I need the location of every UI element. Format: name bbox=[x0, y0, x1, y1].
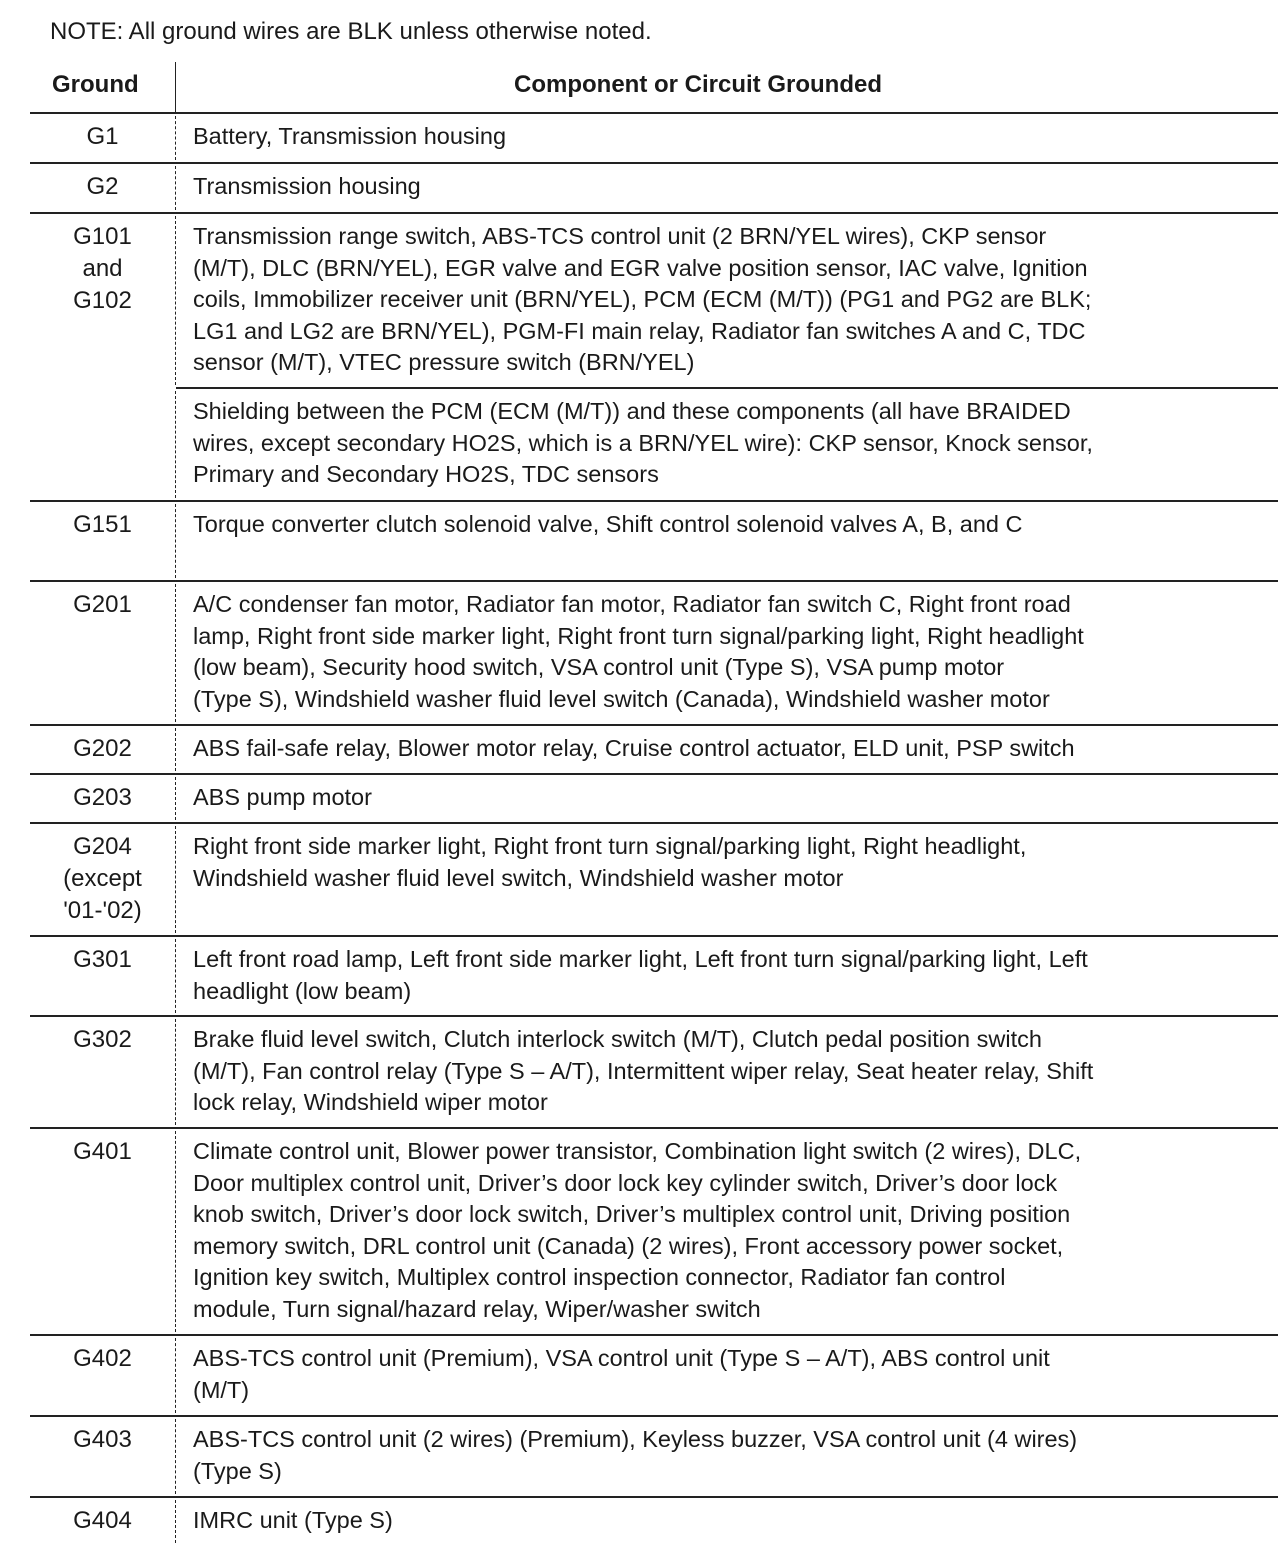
component-text: (M/T), DLC (BRN/YEL), EGR valve and EGR valve position sensor, IAC valve, Ignition bbox=[193, 254, 1088, 281]
column-divider bbox=[175, 166, 176, 210]
ground-label: G101 bbox=[73, 223, 132, 250]
column-divider bbox=[175, 728, 176, 771]
component-cell bbox=[193, 944, 1273, 1007]
row-rule bbox=[30, 935, 1278, 937]
component-text: IMRC unit (Type S) bbox=[193, 1507, 393, 1533]
component-text: Door multiplex control unit, Driver’s door lock key cylinder switch, Driver’s door lock bbox=[193, 1169, 1058, 1196]
component-text: lock relay, Windshield wiper motor bbox=[193, 1089, 548, 1116]
column-divider bbox=[175, 504, 176, 578]
header-ground: Ground bbox=[52, 71, 139, 98]
component-text: Transmission range switch, ABS-TCS control unit (2 BRN/YEL wires), CKP sensor bbox=[193, 223, 1047, 249]
component-text: Left front road lamp, Left front side marker light, Left front turn signal/parking light, Left bbox=[193, 946, 1088, 972]
component-cell bbox=[193, 733, 1273, 765]
ground-cell bbox=[30, 1505, 175, 1537]
ground-cell bbox=[30, 831, 175, 927]
column-divider bbox=[175, 584, 176, 722]
component-text: ABS-TCS control unit (2 wires) (Premium), Keyless buzzer, VSA control unit (4 wires) bbox=[193, 1426, 1078, 1452]
ground-cell bbox=[30, 1024, 175, 1056]
component-cell bbox=[193, 1505, 1273, 1537]
column-divider bbox=[175, 1500, 176, 1543]
ground-cell bbox=[30, 121, 175, 153]
ground-label: G401 bbox=[73, 1138, 132, 1165]
row-rule bbox=[176, 387, 1278, 389]
component-text: ABS fail-safe relay, Blower motor relay, Cruise control actuator, ELD unit, PSP switch bbox=[193, 735, 1075, 761]
component-text: Shielding between the PCM (ECM (M/T)) and these components (all have BRAIDED bbox=[193, 398, 1071, 424]
component-text: Climate control unit, Blower power transistor, Combination light switch (2 wires), DLC, bbox=[193, 1138, 1082, 1164]
component-text: (M/T) bbox=[193, 1376, 250, 1403]
component-cell bbox=[193, 1424, 1273, 1487]
component-cell bbox=[193, 396, 1273, 491]
ground-label: G1 bbox=[86, 123, 119, 150]
component-text: memory switch, DRL control unit (Canada) (2 wires), Front accessory power socket, bbox=[193, 1232, 1064, 1259]
note-text: NOTE: All ground wires are BLK unless otherwise noted. bbox=[50, 18, 652, 45]
row-rule bbox=[30, 724, 1278, 726]
ground-cell bbox=[30, 782, 175, 814]
component-text: knob switch, Driver’s door lock switch, Driver’s multiplex control unit, Driving position bbox=[193, 1201, 1071, 1228]
ground-label: G202 bbox=[73, 735, 132, 762]
component-cell bbox=[193, 1136, 1273, 1326]
ground-label: G204 bbox=[73, 833, 132, 860]
row-rule bbox=[30, 1015, 1278, 1017]
ground-label: G301 bbox=[73, 946, 132, 973]
column-divider bbox=[175, 391, 176, 498]
row-rule bbox=[30, 773, 1278, 775]
component-text: module, Turn signal/hazard relay, Wiper/washer switch bbox=[193, 1295, 761, 1322]
column-divider bbox=[175, 1019, 176, 1125]
ground-label: G203 bbox=[73, 784, 132, 811]
component-text: LG1 and LG2 are BRN/YEL), PGM-FI main relay, Radiator fan switches A and C, TDC bbox=[193, 317, 1086, 344]
ground-label: G302 bbox=[73, 1026, 132, 1053]
ground-label: G151 bbox=[73, 511, 132, 538]
column-divider bbox=[175, 777, 176, 820]
component-text: Right front side marker light, Right front turn signal/parking light, Right headlight, bbox=[193, 833, 1027, 859]
column-divider bbox=[175, 216, 176, 385]
row-rule bbox=[30, 1334, 1278, 1336]
component-text: lamp, Right front side marker light, Right front turn signal/parking light, Right headlight bbox=[193, 622, 1084, 649]
ground-label: (except bbox=[63, 865, 142, 892]
component-cell bbox=[193, 1024, 1273, 1119]
component-text: Ignition key switch, Multiplex control inspection connector, Radiator fan control bbox=[193, 1264, 1006, 1291]
component-cell bbox=[193, 121, 1273, 153]
component-cell bbox=[193, 782, 1273, 814]
header-column-divider bbox=[175, 62, 176, 112]
column-divider bbox=[175, 1419, 176, 1494]
column-divider bbox=[175, 939, 176, 1013]
header-rule bbox=[30, 112, 1278, 114]
ground-label: G102 bbox=[73, 287, 132, 314]
component-text: coils, Immobilizer receiver unit (BRN/YEL), PCM (ECM (M/T)) (PG1 and PG2 are BLK; bbox=[193, 286, 1092, 313]
component-cell bbox=[193, 831, 1273, 894]
component-text: (low beam), Security hood switch, VSA control unit (Type S), VSA pump motor bbox=[193, 654, 1005, 681]
ground-label: G402 bbox=[73, 1345, 132, 1372]
column-divider bbox=[175, 826, 176, 933]
ground-label: G201 bbox=[73, 591, 132, 618]
component-text: (Type S), Windshield washer fluid level switch (Canada), Windshield washer motor bbox=[193, 685, 1050, 712]
component-text: Transmission housing bbox=[193, 173, 421, 199]
ground-cell bbox=[30, 589, 175, 621]
row-rule bbox=[30, 500, 1278, 502]
ground-label: G403 bbox=[73, 1426, 132, 1453]
component-cell bbox=[193, 171, 1273, 203]
column-divider bbox=[175, 1338, 176, 1413]
ground-cell bbox=[30, 221, 175, 317]
component-text: ABS-TCS control unit (Premium), VSA control unit (Type S – A/T), ABS control unit bbox=[193, 1345, 1050, 1371]
ground-cell bbox=[30, 171, 175, 203]
component-text: Torque converter clutch solenoid valve, Shift control solenoid valves A, B, and C bbox=[193, 511, 1023, 537]
component-cell bbox=[193, 1343, 1273, 1406]
row-rule bbox=[30, 1496, 1278, 1498]
component-text: Primary and Secondary HO2S, TDC sensors bbox=[193, 461, 659, 488]
component-text: A/C condenser fan motor, Radiator fan motor, Radiator fan switch C, Right front road bbox=[193, 591, 1071, 617]
row-rule bbox=[30, 822, 1278, 824]
row-rule bbox=[30, 580, 1278, 582]
ground-label: G404 bbox=[73, 1507, 132, 1534]
ground-cell bbox=[30, 1343, 175, 1375]
column-divider bbox=[175, 116, 176, 160]
component-cell bbox=[193, 589, 1273, 715]
ground-cell bbox=[30, 1136, 175, 1168]
ground-cell bbox=[30, 509, 175, 541]
component-text: wires, except secondary HO2S, which is a BRN/YEL wire): CKP sensor, Knock sensor, bbox=[193, 429, 1093, 456]
component-text: (Type S) bbox=[193, 1457, 282, 1484]
header-component: Component or Circuit Grounded bbox=[514, 71, 882, 98]
component-cell bbox=[193, 221, 1273, 379]
row-rule bbox=[30, 162, 1278, 164]
ground-cell bbox=[30, 733, 175, 765]
row-rule bbox=[30, 212, 1278, 214]
row-rule bbox=[30, 1415, 1278, 1417]
row-rule bbox=[30, 1127, 1278, 1129]
ground-label: '01-'02) bbox=[63, 897, 142, 924]
component-text: Windshield washer fluid level switch, Windshield washer motor bbox=[193, 864, 844, 891]
ground-label: and bbox=[82, 255, 123, 282]
ground-cell bbox=[30, 1424, 175, 1456]
ground-cell bbox=[30, 944, 175, 976]
component-text: sensor (M/T), VTEC pressure switch (BRN/YEL) bbox=[193, 349, 695, 376]
component-cell bbox=[193, 509, 1273, 541]
component-text: headlight (low beam) bbox=[193, 977, 412, 1004]
component-text: Battery, Transmission housing bbox=[193, 123, 507, 149]
component-text: Brake fluid level switch, Clutch interlock switch (M/T), Clutch pedal position switch bbox=[193, 1026, 1042, 1052]
ground-label: G2 bbox=[86, 173, 119, 200]
column-divider bbox=[175, 1131, 176, 1332]
component-text: (M/T), Fan control relay (Type S – A/T), Intermittent wiper relay, Seat heater relay, Shift bbox=[193, 1057, 1094, 1084]
component-text: ABS pump motor bbox=[193, 784, 372, 810]
